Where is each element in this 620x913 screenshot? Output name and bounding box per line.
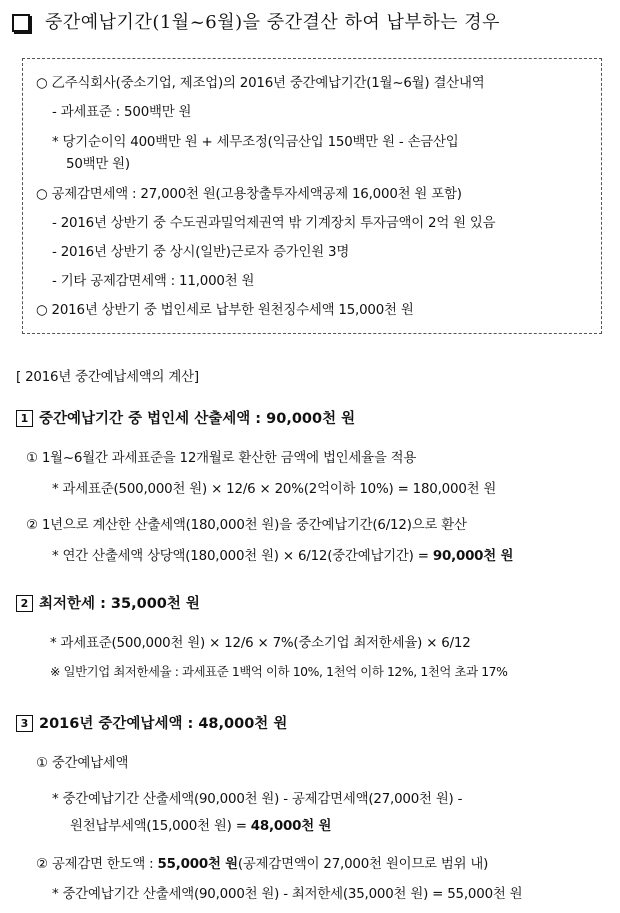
section-3-item-a-line-1: * 중간예납기간 산출세액(90,000천 원) - 공제감면세액(27,000천 원) -: [52, 792, 463, 807]
section-2-title: 최저한세 : 35,000천 원: [39, 596, 200, 612]
page-title: 중간예납기간(1월~6월)을 중간결산 하여 납부하는 경우: [45, 12, 501, 33]
section-1-item-b-detail: [52, 545, 513, 564]
section-1-item-b: ② 1년으로 계산한 산출세액(180,000천 원)을 중간예납기간(6/12)으로 환산: [26, 518, 467, 533]
section-3-title: 2016년 중간예납세액 : 48,000천 원: [39, 716, 288, 732]
section-1-title: 중간예납기간 중 법인세 산출세액 : 90,000천 원: [39, 411, 356, 427]
section-1-item-a-detail: * 과세표준(500,000천 원) × 12/6 × 20%(2억이하 10%) = 180,000천 원: [52, 482, 497, 497]
section-3-item-a-result: 48,000천 원: [250, 819, 332, 834]
section-2-heading: [16, 592, 200, 613]
boxed-number-3-icon: 3: [16, 715, 33, 732]
box-line-2: - 과세표준 : 500백만 원: [52, 105, 192, 120]
section-1-item-a: ① 1월~6월간 과세표준을 12개월로 환산한 금액에 법인세율을 적용: [26, 451, 417, 466]
box-line-8: - 기타 공제감면세액 : 11,000천 원: [52, 274, 255, 289]
section-3-item-b-amount: 55,000천 원: [157, 857, 238, 872]
section-3-item-a-line-2: [70, 815, 331, 834]
section-3-item-a-title: ① 중간예납세액: [36, 756, 129, 771]
box-line-6: - 2016년 상반기 중 수도권과밀억제권역 밖 기계장치 투자금액이 2억 원 있음: [52, 216, 496, 231]
section-3-item-a-formula: 원천납부세액(15,000천 원) =: [70, 819, 251, 834]
box-line-7: - 2016년 상반기 중 상시(일반)근로자 증가인원 3명: [52, 245, 350, 260]
box-line-9: ○ 2016년 상반기 중 법인세로 납부한 원천징수세액 15,000천 원: [36, 303, 414, 318]
boxed-number-1-icon: 1: [16, 410, 33, 427]
section-3-item-b-line-2: * 중간예납기간 산출세액(90,000천 원) - 최저한세(35,000천 원) = 55,000천 원: [52, 887, 523, 902]
boxed-number-2-icon: 2: [16, 595, 33, 612]
section-3-item-b-line-1: [36, 853, 488, 872]
section-3-item-b-label: ② 공제감면 한도액 :: [36, 857, 158, 872]
box-line-3: * 당기순이익 400백만 원 + 세무조정(익금산입 150백만 원 - 손금산입: [52, 135, 459, 150]
box-line-5: ○ 공제감면세액 : 27,000천 원(고용창출투자세액공제 16,000천 원 포함): [36, 187, 462, 202]
section-2-note: ※ 일반기업 최저한세율 : 과세표준 1백억 이하 10%, 1천억 이하 12%, 1천억 초과 17%: [50, 664, 508, 679]
box-line-1: ○ 乙주식회사(중소기업, 제조업)의 2016년 중간예납기간(1월~6월) 결산내역: [36, 76, 485, 91]
section-2-formula: * 과세표준(500,000천 원) × 12/6 × 7%(중소기업 최저한세율) × 6/12: [50, 636, 471, 651]
calc-heading: [ 2016년 중간예납세액의 계산]: [16, 370, 199, 385]
section-1-item-b-formula: * 연간 산출세액 상당액(180,000천 원) × 6/12(중간예납기간) =: [52, 549, 433, 564]
section-1-item-b-result: 90,000천 원: [432, 549, 514, 564]
box-line-4: 50백만 원): [66, 157, 130, 172]
section-3-heading: [16, 712, 287, 733]
section-1-heading: [16, 407, 355, 428]
section-3-item-b-note: (공제감면액이 27,000천 원이므로 범위 내): [237, 857, 489, 872]
checkbox-square-icon: [12, 14, 30, 32]
